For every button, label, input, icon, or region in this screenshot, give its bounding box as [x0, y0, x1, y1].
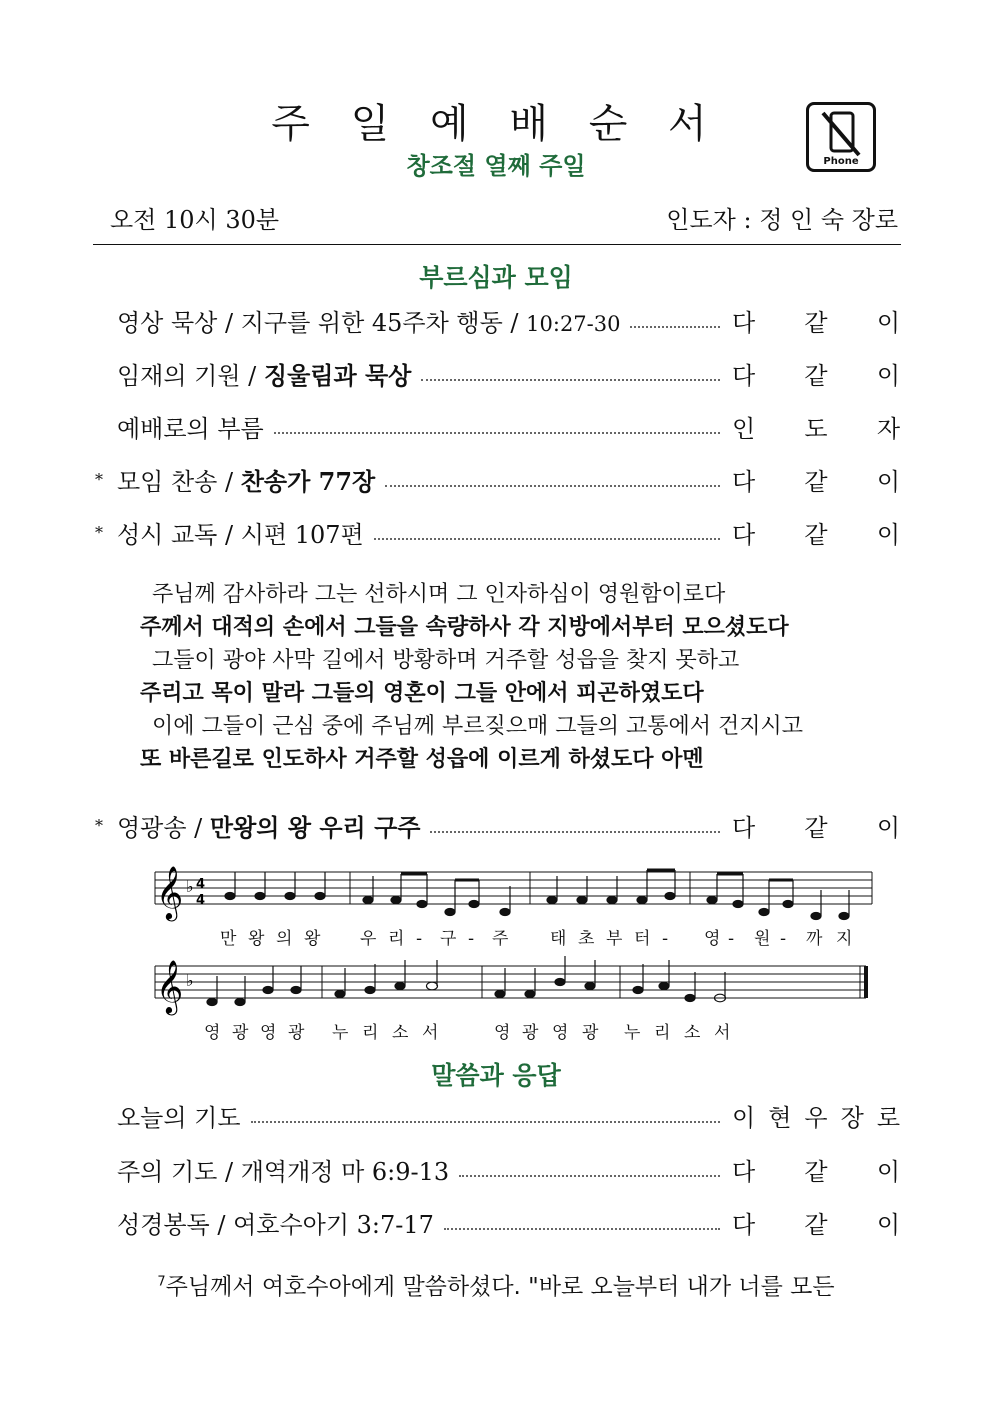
svg-text:광: 광 — [232, 1023, 249, 1043]
svg-text:-: - — [416, 929, 423, 949]
star-marker: * — [95, 815, 103, 835]
section-heading-word: 말씀과 응답 — [431, 1061, 561, 1090]
svg-text:부: 부 — [606, 929, 623, 949]
item-label: 임재의 기원 / 징울림과 묵상 — [117, 360, 412, 390]
svg-text:영: 영 — [704, 929, 721, 949]
svg-text:누: 누 — [624, 1023, 641, 1043]
item-leader: 다 같 이 — [732, 467, 900, 496]
svg-text:-: - — [468, 929, 475, 949]
staff-line-2 — [155, 966, 866, 998]
svg-text:4: 4 — [196, 893, 206, 908]
scripture-text: $^7$주님께서 여호수아에게 말씀하셨다. "바로 오늘부터 내가 너를 모든 — [157, 1274, 835, 1300]
leader-dots — [444, 1214, 720, 1230]
congregation-line: 주리고 목이 말라 그들의 영혼이 그들 안에서 피곤하였도다 — [140, 681, 704, 706]
item-label: 예배로의 부름 — [117, 414, 264, 443]
svg-text:주: 주 — [492, 929, 509, 949]
svg-text:지: 지 — [836, 929, 853, 949]
section-heading-gathering: 부르심과 모임 — [419, 263, 573, 292]
svg-text:광: 광 — [582, 1023, 599, 1043]
svg-text:소: 소 — [684, 1023, 701, 1043]
item-leader: 다 같 이 — [732, 520, 900, 549]
order-item — [95, 514, 900, 550]
star-marker: * — [95, 469, 103, 489]
leader-dots — [251, 1107, 720, 1123]
order-item — [95, 1151, 900, 1187]
leader-dots — [421, 365, 720, 381]
svg-text:왕: 왕 — [248, 929, 265, 949]
verse-number: 7 — [157, 1274, 166, 1290]
svg-text:우: 우 — [360, 929, 377, 949]
responsive-reading — [140, 578, 803, 776]
music-score — [150, 860, 880, 1050]
leader-dots — [430, 817, 720, 833]
order-item — [95, 1204, 900, 1240]
item-leader: 다 같 이 — [732, 361, 900, 390]
svg-text:-: - — [780, 929, 787, 949]
item-label: 오늘의 기도 — [117, 1103, 241, 1132]
svg-text:♭: ♭ — [186, 877, 194, 896]
order-item — [95, 461, 900, 497]
leader-dots — [274, 418, 720, 434]
leader-line: 주님께 감사하라 그는 선하시며 그 인자하심이 영원함이로다 — [152, 582, 726, 607]
notes-line-1 — [225, 870, 849, 920]
svg-text:서: 서 — [422, 1023, 439, 1043]
order-item-gloria — [95, 807, 900, 843]
item-label: 모임 찬송 / 찬송가 77장 — [117, 466, 376, 496]
svg-text:태: 태 — [550, 929, 567, 949]
item-leader: 인 도 자 — [732, 414, 900, 443]
svg-text:영: 영 — [260, 1023, 277, 1043]
divider — [93, 244, 901, 245]
svg-text:영: 영 — [494, 1023, 511, 1043]
item-label: 영광송 / 만왕의 왕 우리 구주 — [117, 812, 421, 842]
item-leader: 다 같 이 — [732, 1157, 900, 1186]
item-label: 성경봉독 / 여호수아기 3:7-17 — [117, 1210, 434, 1239]
svg-text:-: - — [728, 929, 735, 949]
svg-text:♭: ♭ — [186, 971, 194, 990]
page-title: 주 일 예 배 순 서 — [271, 101, 721, 147]
order-item — [95, 1097, 900, 1133]
leader-dots — [374, 524, 720, 540]
svg-text:리: 리 — [654, 1023, 671, 1043]
svg-text:만: 만 — [220, 929, 237, 949]
svg-text:서: 서 — [714, 1023, 731, 1043]
item-label: 성시 교독 / 시편 107편 — [117, 520, 364, 549]
svg-text:리: 리 — [362, 1023, 379, 1043]
item-label: 영상 묵상 / 지구를 위한 45주차 행동 / 10:27-30 — [117, 308, 621, 337]
order-item — [95, 355, 900, 391]
lyrics-line-2 — [204, 1022, 730, 1043]
page-subtitle: 창조절 열째 주일 — [406, 152, 586, 180]
svg-text:광: 광 — [522, 1023, 539, 1043]
svg-text:-: - — [662, 929, 669, 949]
item-leader: 다 같 이 — [732, 308, 900, 337]
svg-text:구: 구 — [440, 929, 457, 949]
no-phone-icon — [806, 102, 876, 172]
service-leader: 인도자 : 정 인 숙 장로 — [666, 206, 898, 234]
svg-text:4: 4 — [196, 877, 206, 892]
item-leader: 이 현 우 장 로 — [732, 1103, 900, 1132]
svg-text:소: 소 — [392, 1023, 409, 1043]
svg-text:초: 초 — [578, 929, 595, 949]
star-marker: * — [95, 522, 103, 542]
svg-text:광: 광 — [288, 1023, 305, 1043]
svg-text:영: 영 — [204, 1023, 221, 1043]
leader-dots — [459, 1161, 720, 1177]
item-leader: 다 같 이 — [732, 1210, 900, 1239]
congregation-line: 또 바른길로 인도하사 거주할 성읍에 이르게 하셨도다 아멘 — [140, 747, 704, 772]
item-label: 주의 기도 / 개역개정 마 6:9-13 — [117, 1157, 450, 1186]
lyrics-line-1 — [220, 928, 852, 949]
svg-text:의: 의 — [276, 929, 293, 949]
leader-line: 이에 그들이 근심 중에 주님께 부르짖으매 그들의 고통에서 건지시고 — [152, 714, 804, 739]
treble-clef-icon: 𝄞 — [156, 959, 184, 1013]
svg-text:누: 누 — [332, 1023, 349, 1043]
svg-text:리: 리 — [388, 929, 405, 949]
treble-clef-icon: 𝄞 — [156, 865, 184, 919]
service-time: 오전 10시 30분 — [110, 206, 280, 234]
svg-text:원: 원 — [754, 929, 771, 949]
svg-text:까: 까 — [806, 929, 823, 949]
item-leader: 다 같 이 — [732, 813, 900, 842]
svg-text:왕: 왕 — [304, 929, 321, 949]
leader-dots — [630, 312, 720, 328]
phone-label: Phone — [823, 156, 859, 167]
svg-text:터: 터 — [634, 929, 651, 949]
svg-text:영: 영 — [552, 1023, 569, 1043]
leader-dots — [385, 471, 720, 487]
congregation-line: 주께서 대적의 손에서 그들을 속량하사 각 지방에서부터 모으셨도다 — [140, 615, 789, 640]
order-item — [95, 408, 900, 444]
leader-line: 그들이 광야 사막 길에서 방황하며 거주할 성읍을 찾지 못하고 — [152, 648, 740, 673]
order-item — [95, 302, 900, 338]
